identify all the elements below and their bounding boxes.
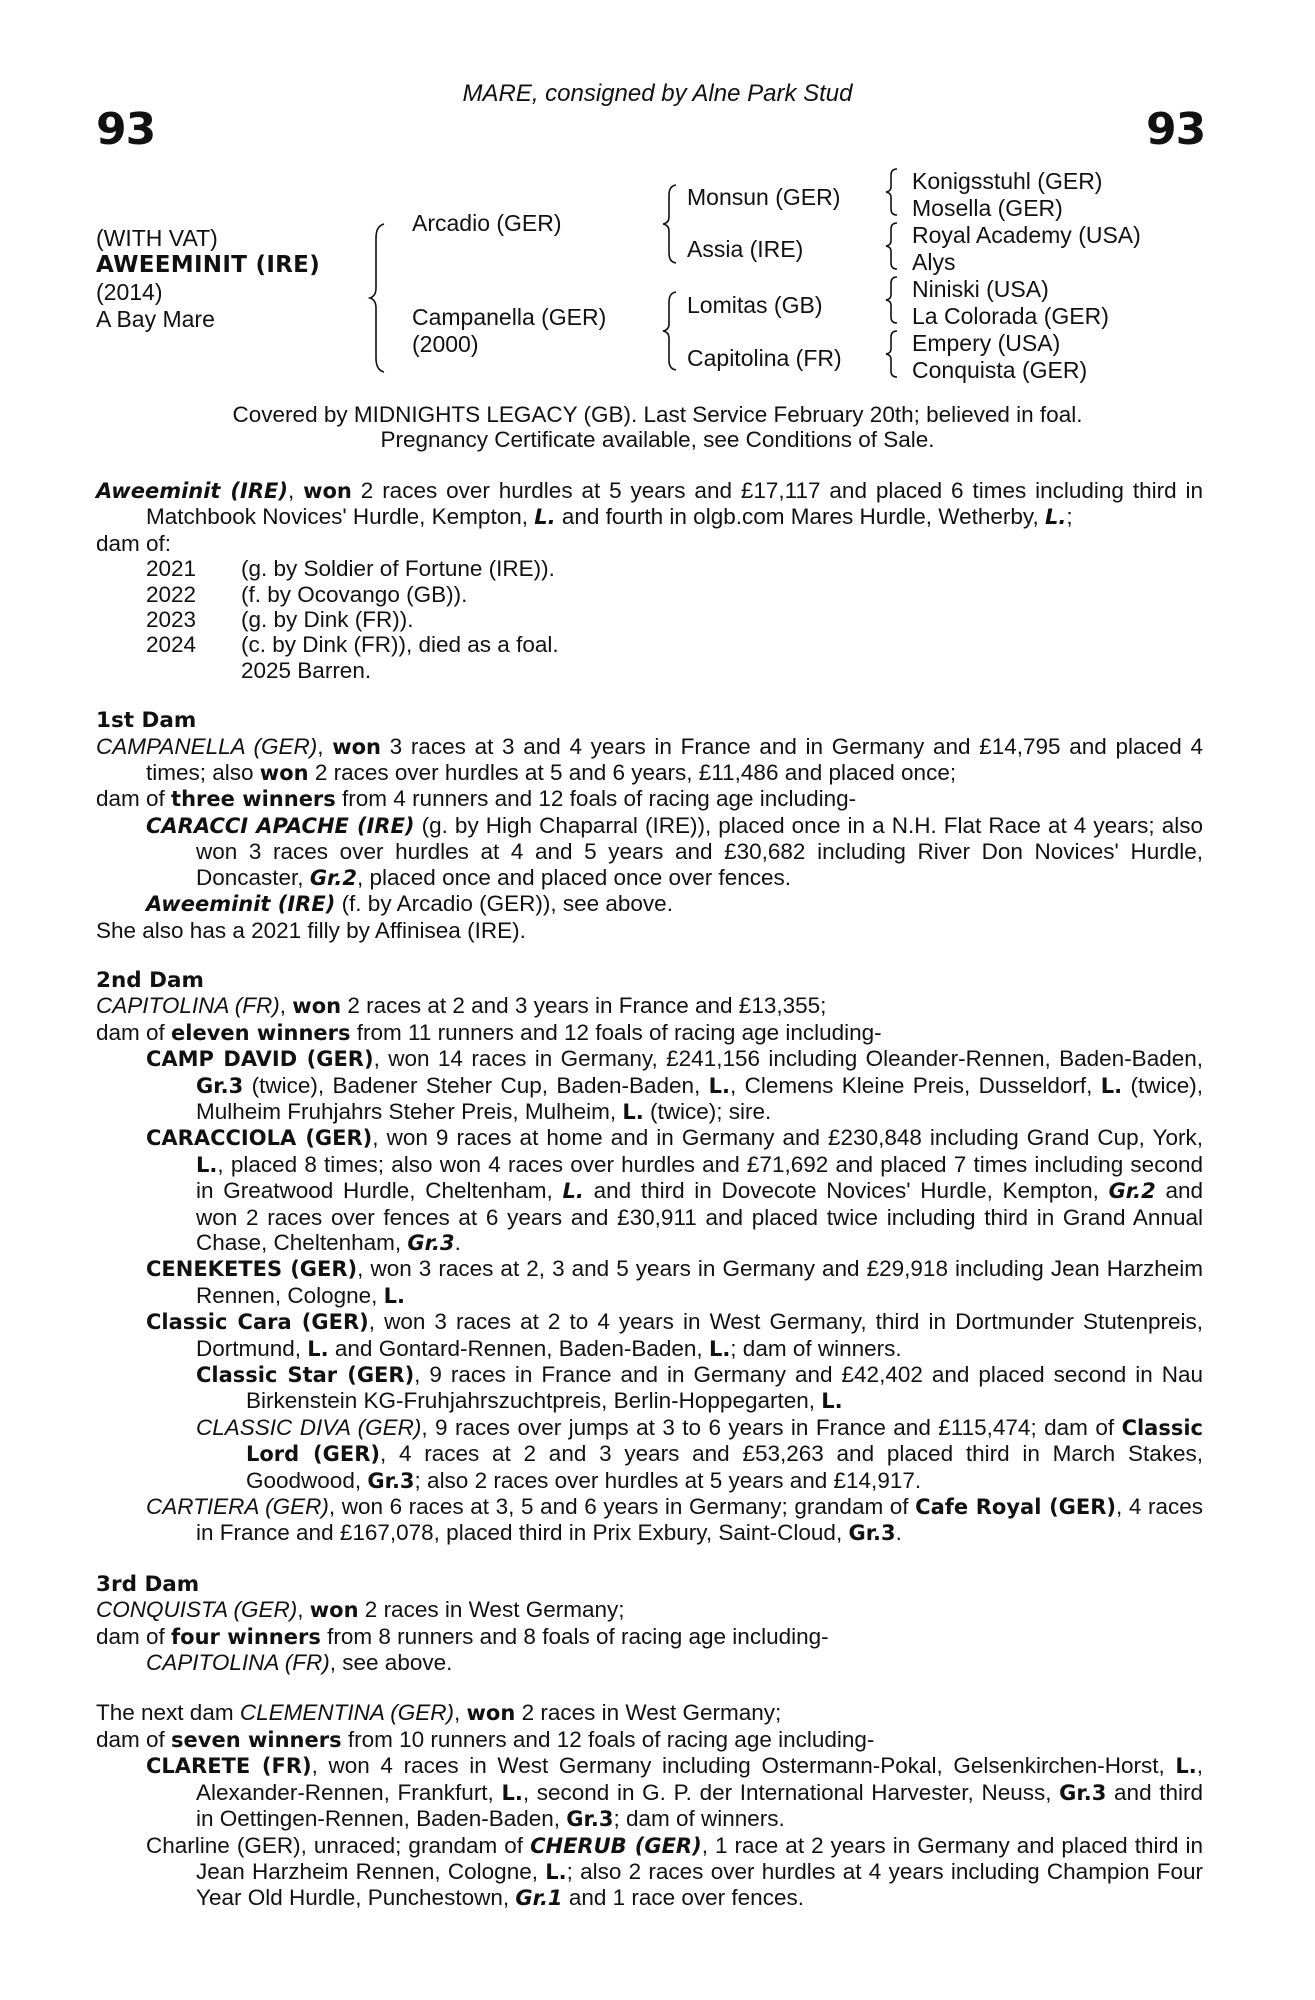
produce-row xyxy=(96,607,1203,632)
dam-section xyxy=(96,968,1203,1547)
text-run: , won 6 races at 3, 5 and 6 years in Germany; grandam of xyxy=(328,1494,916,1520)
text-run: The next dam xyxy=(96,1700,240,1726)
text-run: . xyxy=(895,1520,902,1546)
lot-number-left: 93 xyxy=(96,104,156,155)
cover-line-1: Covered by MIDNIGHTS LEGACY (GB). Last Service February 20th; believed in foal. xyxy=(232,402,1083,427)
text-run: from 11 runners and 12 foals of racing age including- xyxy=(350,1019,882,1045)
text-run: and won 2 races over fences at 6 years and £30,911 and placed twice including third in Grand Annual Chase, Cheltenham, xyxy=(196,1178,1204,1255)
produce-row xyxy=(96,632,1203,657)
emphasis-text: CARACCIOLA (GER) xyxy=(146,1126,373,1151)
produce-year: 2022 xyxy=(146,581,197,607)
produce-text: 2025 Barren. xyxy=(241,657,372,683)
ggp-2: Mosella (GER) xyxy=(912,195,1063,221)
section-title: 3rd Dam xyxy=(96,1571,200,1597)
text-run: ; xyxy=(1066,504,1073,530)
subject-name: AWEEMINIT (IRE) xyxy=(96,252,321,278)
record-paragraph xyxy=(96,1415,1203,1494)
record-paragraph xyxy=(96,1700,1203,1726)
ggp-brace-4-icon xyxy=(884,329,900,379)
emphasis-text: won xyxy=(309,1598,359,1623)
produce-row xyxy=(96,582,1203,607)
sire-line-brace-icon xyxy=(660,183,680,265)
emphasis-text: seven winners xyxy=(171,1727,342,1752)
ggp-3: Royal Academy (USA) xyxy=(912,222,1141,248)
emphasis-text: Gr.3 xyxy=(407,1230,455,1255)
produce-text: (g. by Soldier of Fortune (IRE)). xyxy=(241,556,555,582)
record-paragraph xyxy=(96,1624,1203,1650)
emphasis-text: Gr.3 xyxy=(1059,1780,1107,1805)
dam-section xyxy=(96,1572,1203,1676)
text-run: , Alexander-Rennen, Frankfurt, xyxy=(196,1753,1203,1805)
emphasis-text: Aweeminit (IRE) xyxy=(146,892,336,917)
dam-section xyxy=(96,708,1203,943)
dam-sections xyxy=(96,708,1203,1911)
text-run: , xyxy=(287,478,304,503)
produce-text: (f. by Ocovango (GB)). xyxy=(241,581,468,607)
emphasis-text: L. xyxy=(1100,1073,1123,1098)
text-run: 2 races over hurdles at 5 years and £17,117 and placed 6 times including third in Matchbook Novices' Hurdle, Kempton, xyxy=(146,478,1203,530)
emphasis-text: Gr.3 xyxy=(196,1073,244,1098)
cover-line-2: Pregnancy Certificate available, see Conditions of Sale. xyxy=(380,427,935,452)
emphasis-text: CAMP DAVID (GER) xyxy=(146,1047,374,1072)
ggp-7: Empery (USA) xyxy=(912,330,1061,356)
text-run: ; also 2 races over hurdles at 5 years and £14,917. xyxy=(414,1467,922,1493)
text-run: , see above. xyxy=(329,1650,453,1676)
ggp-brace-1-icon xyxy=(884,167,900,217)
emphasis-text: Classic Star (GER) xyxy=(196,1363,415,1387)
emphasis-text: won xyxy=(332,734,381,759)
produce-row xyxy=(96,658,1203,683)
emphasis-text: Gr.3 xyxy=(848,1521,896,1546)
record-paragraph xyxy=(96,1727,1203,1753)
vat-note: (WITH VAT) xyxy=(96,225,218,251)
text-run: . xyxy=(454,1229,461,1255)
subject-block xyxy=(96,225,320,333)
record-paragraph xyxy=(96,1362,1203,1415)
text-run: dam of xyxy=(96,1623,172,1649)
record-paragraph xyxy=(96,1833,1203,1912)
cover-note xyxy=(0,402,1315,452)
emphasis-text: won xyxy=(292,994,342,1019)
emphasis-text: Aweeminit (IRE) xyxy=(96,479,288,503)
dam-name: Campanella (GER) xyxy=(412,304,607,330)
parents-brace-icon xyxy=(368,222,388,374)
record-paragraph xyxy=(96,993,1203,1019)
emphasis-text: L. xyxy=(622,1099,644,1124)
sire-name: Arcadio (GER) xyxy=(412,210,562,236)
emphasis-text: L. xyxy=(1045,505,1067,530)
emphasis-text: L. xyxy=(534,505,556,530)
produce-year: 2023 xyxy=(146,607,197,633)
dam-section xyxy=(96,1700,1203,1911)
text-run: , won 9 races at home and in Germany and £230,848 including Grand Cup, York, xyxy=(372,1125,1204,1151)
subject-description: A Bay Mare xyxy=(96,306,215,332)
text-run: , 9 races in France and in Germany and £42,402 and placed second in Nau Birkenstein KG-Fruhjahrszuchtpreis, Berlin-Hoppegarten, xyxy=(246,1362,1203,1414)
horse-name-italic: CARTIERA (GER) xyxy=(146,1494,329,1520)
record-paragraph xyxy=(96,1494,1203,1547)
text-run: , xyxy=(454,1700,467,1726)
great-grandparents xyxy=(912,168,1141,384)
emphasis-text: CARACCI APACHE (IRE) xyxy=(146,813,415,838)
text-run: Charline (GER), unraced; grandam of xyxy=(146,1832,531,1858)
text-run: , 4 races at 2 and 3 years and £53,263 and placed third in March Stakes, Goodwood, xyxy=(246,1441,1203,1493)
emphasis-text: four winners xyxy=(171,1624,321,1649)
record-paragraph xyxy=(96,1020,1203,1046)
text-run: 2 races over hurdles at 5 and 6 years, £11,486 and placed once; xyxy=(308,760,957,786)
text-run: , placed 8 times; also won 4 races over hurdles and £71,692 and placed 7 times including second in Greatwood Hurdle, Cheltenham, xyxy=(196,1151,1203,1204)
record-paragraph xyxy=(96,1125,1203,1256)
text-run: 2 races at 2 and 3 years in France and £13,355; xyxy=(341,993,827,1019)
emphasis-text: Gr.3 xyxy=(367,1468,415,1493)
text-run: , xyxy=(297,1597,310,1623)
horse-name-italic: CAPITOLINA (FR) xyxy=(96,993,280,1019)
text-run: ; dam of winners. xyxy=(730,1335,902,1361)
ggp-6: La Colorada (GER) xyxy=(912,303,1109,329)
text-run: , won 3 races at 2, 3 and 5 years in Germany and £29,918 including Jean Harzheim Rennen, Cologne, xyxy=(196,1256,1203,1308)
text-run: , xyxy=(317,733,333,759)
section-title: 2nd Dam xyxy=(96,967,204,993)
produce-list xyxy=(96,556,1203,683)
emphasis-text: Classic Lord (GER) xyxy=(246,1415,1203,1467)
text-run: (twice), Mulheim Fruhjahrs Steher Preis, Mulheim, xyxy=(196,1072,1203,1124)
produce-year: 2024 xyxy=(146,632,197,658)
ggp-brace-3-icon xyxy=(884,275,900,325)
produce-year: 2021 xyxy=(146,556,197,582)
text-run: , won 14 races in Germany, £241,156 including Oleander-Rennen, Baden-Baden, xyxy=(373,1046,1203,1072)
emphasis-text: L. xyxy=(383,1283,405,1308)
ggp-4: Alys xyxy=(912,249,956,275)
record-paragraph xyxy=(96,1256,1203,1309)
emphasis-text: CHERUB (GER) xyxy=(530,1833,702,1858)
emphasis-text: Classic Cara (GER) xyxy=(146,1310,369,1335)
text-run: 2 races in West Germany; xyxy=(358,1597,625,1623)
subject-record xyxy=(96,478,1203,531)
record-paragraph xyxy=(96,1650,1203,1675)
produce-year xyxy=(146,658,241,683)
emphasis-text: eleven winners xyxy=(171,1020,351,1045)
consignment-line: MARE, consigned by Alne Park Stud xyxy=(462,80,853,107)
ggp-brace-2-icon xyxy=(884,221,900,271)
dam-of-label: dam of: xyxy=(96,530,172,556)
horse-name-italic: CAPITOLINA (FR) xyxy=(146,1650,330,1676)
emphasis-text: CLARETE (FR) xyxy=(146,1754,312,1779)
emphasis-text: Gr.2 xyxy=(309,865,358,890)
text-run: and third in Oettingen-Rennen, Baden-Baden, xyxy=(196,1779,1204,1832)
text-run: and 1 race over fences. xyxy=(562,1885,804,1911)
text-run: dam of xyxy=(96,786,172,812)
text-run: , placed once and placed once over fences. xyxy=(357,864,792,890)
produce-row xyxy=(96,556,1203,581)
text-run: , xyxy=(279,993,293,1019)
grandparent-3: Lomitas (GB) xyxy=(687,292,823,318)
lot-number-right: 93 xyxy=(1146,104,1206,155)
text-run: (twice), Badener Steher Cup, Baden-Baden, xyxy=(243,1072,709,1098)
text-run: (twice); sire. xyxy=(643,1098,772,1124)
horse-name-italic: CLEMENTINA (GER) xyxy=(239,1700,455,1726)
emphasis-text: L. xyxy=(501,1780,523,1805)
text-run: (g. by High Chaparral (IRE)), placed once in a N.H. Flat Race at 4 years; also won 3 races over hurdles at 4 and 5 years and £30,682 including River Don Novices' Hurdle, Doncaster, xyxy=(196,812,1203,890)
produce-text: (c. by Dink (FR)), died as a foal. xyxy=(241,632,559,658)
dam-block xyxy=(412,304,606,358)
text-run: from 8 runners and 8 foals of racing age including- xyxy=(320,1623,829,1649)
text-run: , 4 races in France and £167,078, placed third in Prix Exbury, Saint-Cloud, xyxy=(196,1494,1203,1546)
text-run: , Clemens Kleine Preis, Dusseldorf, xyxy=(730,1072,1101,1098)
text-run: , second in G. P. der International Harvester, Neuss, xyxy=(522,1779,1060,1805)
emphasis-text: L. xyxy=(1175,1754,1197,1779)
dam-line-brace-icon xyxy=(660,290,680,372)
ggp-1: Konigsstuhl (GER) xyxy=(912,168,1103,194)
text-run: ; dam of winners. xyxy=(613,1806,785,1832)
record-paragraph xyxy=(96,1046,1203,1125)
record-paragraph xyxy=(96,918,1203,943)
grandparent-4: Capitolina (FR) xyxy=(687,345,842,371)
text-run: dam of xyxy=(96,1019,172,1045)
emphasis-text: Gr.2 xyxy=(1108,1179,1156,1204)
emphasis-text: Gr.1 xyxy=(515,1886,563,1911)
emphasis-text: won xyxy=(303,479,352,503)
text-run: , won 3 races at 2 to 4 years in West Germany, third in Dortmunder Stutenpreis, Dortmund, xyxy=(196,1309,1204,1361)
emphasis-text: L. xyxy=(708,1336,731,1361)
ggp-8: Conquista (GER) xyxy=(912,357,1088,383)
text-run: 3 races at 3 and 4 years in France and in Germany and £14,795 and placed 4 times; also xyxy=(146,733,1203,786)
horse-name-italic: CAMPANELLA (GER) xyxy=(96,733,318,759)
text-run: and fourth in olgb.com Mares Hurdle, Wetherby, xyxy=(555,504,1045,530)
text-run: and Gontard-Rennen, Baden-Baden, xyxy=(328,1335,709,1361)
grandparent-1: Monsun (GER) xyxy=(687,184,841,210)
record-paragraph xyxy=(96,1309,1203,1362)
grandparent-2: Assia (IRE) xyxy=(687,236,804,262)
emphasis-text: L. xyxy=(821,1389,843,1414)
emphasis-text: L. xyxy=(196,1152,218,1177)
text-run: , 1 race at 2 years in Germany and placed third in Jean Harzheim Rennen, Cologne, xyxy=(196,1832,1204,1884)
catalogue-body xyxy=(96,478,1203,1912)
text-run: from 10 runners and 12 foals of racing age including- xyxy=(341,1726,875,1752)
emphasis-text: L. xyxy=(562,1179,584,1204)
subject-year: (2014) xyxy=(96,279,163,305)
text-run: dam of xyxy=(96,1726,172,1752)
emphasis-text: L. xyxy=(545,1859,567,1884)
text-run: from 4 runners and 12 foals of racing age including- xyxy=(335,786,857,812)
emphasis-text: won xyxy=(466,1701,516,1726)
emphasis-text: CENEKETES (GER) xyxy=(146,1257,358,1282)
record-paragraph xyxy=(96,786,1203,812)
horse-name-italic: CLASSIC DIVA (GER) xyxy=(196,1414,422,1440)
record-paragraph xyxy=(96,891,1203,917)
emphasis-text: L. xyxy=(708,1073,731,1098)
text-run: She also has a 2021 filly by Affinisea (IRE). xyxy=(96,917,526,943)
record-paragraph xyxy=(96,1597,1203,1623)
record-paragraph xyxy=(96,813,1203,891)
emphasis-text: Gr.3 xyxy=(566,1807,614,1832)
text-run: 2 races in West Germany; xyxy=(515,1700,782,1726)
emphasis-text: L. xyxy=(307,1336,329,1361)
text-run: and third in Dovecote Novices' Hurdle, Kempton, xyxy=(583,1178,1109,1204)
text-run: (f. by Arcadio (GER)), see above. xyxy=(335,891,673,917)
record-paragraph xyxy=(96,734,1203,787)
section-title: 1st Dam xyxy=(96,708,197,734)
emphasis-text: three winners xyxy=(171,787,336,812)
ggp-5: Niniski (USA) xyxy=(912,276,1049,302)
text-run: , won 4 races in West Germany including Ostermann-Pokal, Gelsenkirchen-Horst, xyxy=(311,1753,1176,1779)
horse-name-italic: CONQUISTA (GER) xyxy=(96,1597,298,1623)
emphasis-text: Cafe Royal (GER) xyxy=(915,1495,1117,1520)
text-run: , 9 races over jumps at 3 to 6 years in France and £115,474; dam of xyxy=(421,1414,1122,1440)
emphasis-text: won xyxy=(259,761,309,786)
produce-text: (g. by Dink (FR)). xyxy=(241,607,414,633)
record-paragraph xyxy=(96,1753,1203,1832)
dam-year: (2000) xyxy=(412,331,479,357)
text-run: ; also 2 races over hurdles at 4 years including Champion Four Year Old Hurdle, Punchestown, xyxy=(196,1858,1203,1911)
